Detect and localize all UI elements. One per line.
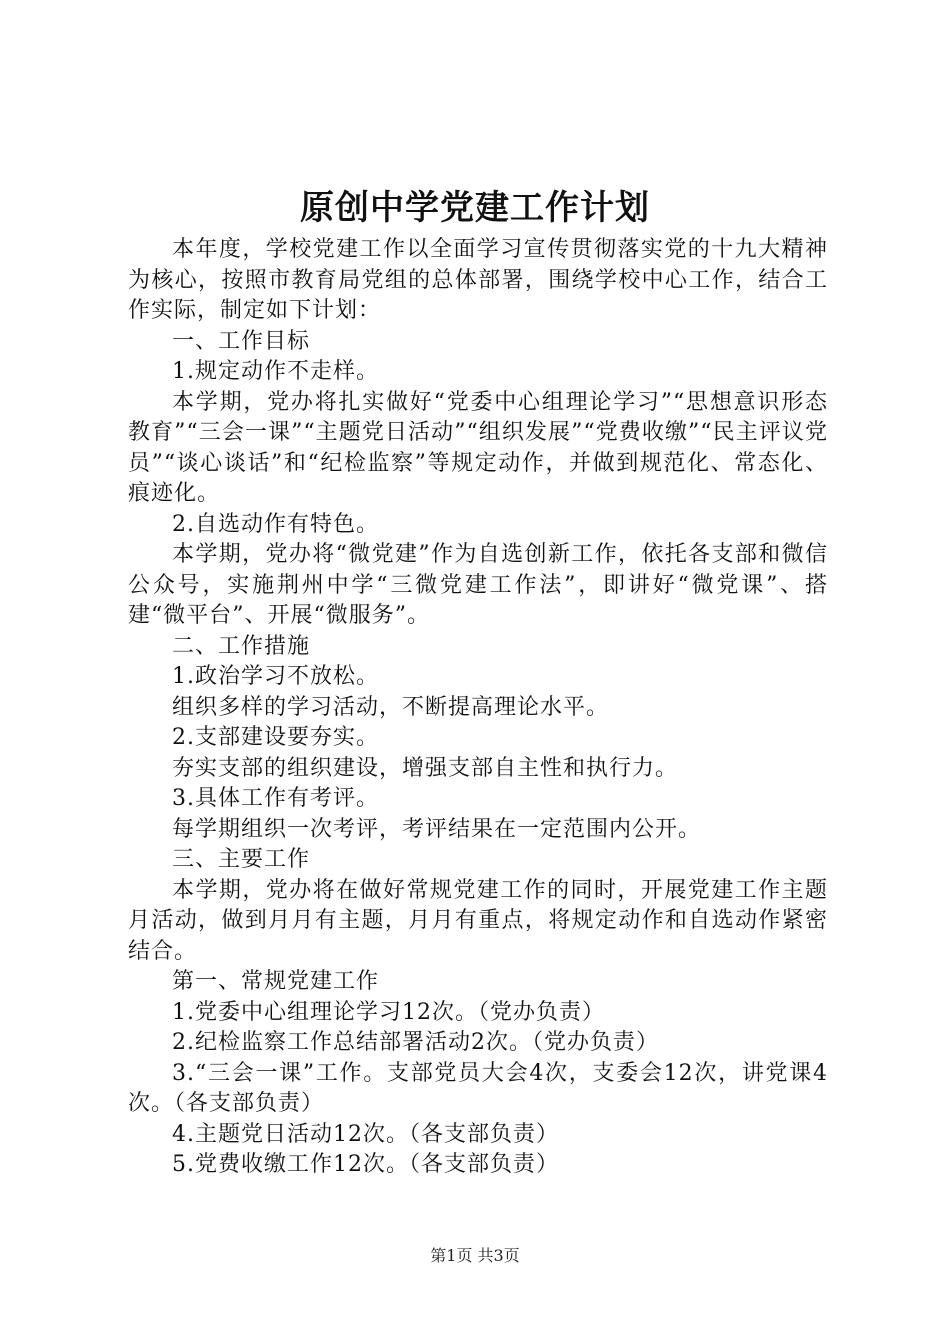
section-heading: 一、工作目标 xyxy=(172,328,311,354)
body-paragraph: 组织多样的学习活动，不断提高理论水平。 xyxy=(172,694,610,720)
body-paragraph: 每学期组织一次考评，考评结果在一定范围内公开。 xyxy=(172,816,702,842)
subheading: 3.具体工作有考评。 xyxy=(172,786,379,811)
body-paragraph: 本学期，党办将扎实做好“党委中心组理论学习”“思想意识形态教育”“三会一课”“主题党日活动”“组织发展”“党费收缴”“民主评议党员”“谈心谈话”和“纪检监察”等规定动作，并做到规范化、常态化、痕迹化。 xyxy=(128,389,828,506)
subheading: 2.自选动作有特色。 xyxy=(172,511,379,537)
page-footer: 第1页 共3页 xyxy=(430,1246,520,1265)
document-body xyxy=(128,235,828,1181)
list-item: 2.纪检监察工作总结部署活动2次。（党办负责） xyxy=(172,1030,659,1055)
list-item: 1.党委中心组理论学习12次。（党办负责） xyxy=(172,999,605,1025)
list-item: 3.“三会一课”工作。支部党员大会4次，支委会12次，讲党课4次。（各支部负责） xyxy=(128,1060,828,1116)
subheading: 1.规定动作不走样。 xyxy=(172,359,379,384)
intro-paragraph: 本年度，学校党建工作以全面学习宣传贯彻落实党的十九大精神为核心，按照市教育局党组的总体部署，围绕学校中心工作，结合工作实际，制定如下计划： xyxy=(128,237,828,323)
section-heading: 三、主要工作 xyxy=(172,847,311,872)
body-paragraph: 夯实支部的组织建设，增强支部自主性和执行力。 xyxy=(172,755,679,781)
body-paragraph: 本学期，党办将在做好常规党建工作的同时，开展党建工作主题月活动，做到月月有主题，月月有重点，将规定动作和自选动作紧密结合。 xyxy=(128,877,828,964)
section-heading: 二、工作措施 xyxy=(172,633,311,659)
list-item: 4.主题党日活动12次。（各支部负责） xyxy=(172,1121,559,1147)
list-item: 5.党费收缴工作12次。（各支部负责） xyxy=(172,1152,559,1177)
body-paragraph: 本学期，党办将“微党建”作为自选创新工作，依托各支部和微信公众号，实施荆州中学“三微党建工作法”，即讲好“微党课”、搭建“微平台”、开展“微服务”。 xyxy=(128,542,828,628)
subheading: 第一、常规党建工作 xyxy=(172,969,380,994)
document-title: 原创中学党建工作计划 xyxy=(300,188,650,228)
subheading: 2.支部建设要夯实。 xyxy=(172,725,379,750)
subheading: 1.政治学习不放松。 xyxy=(172,664,379,689)
